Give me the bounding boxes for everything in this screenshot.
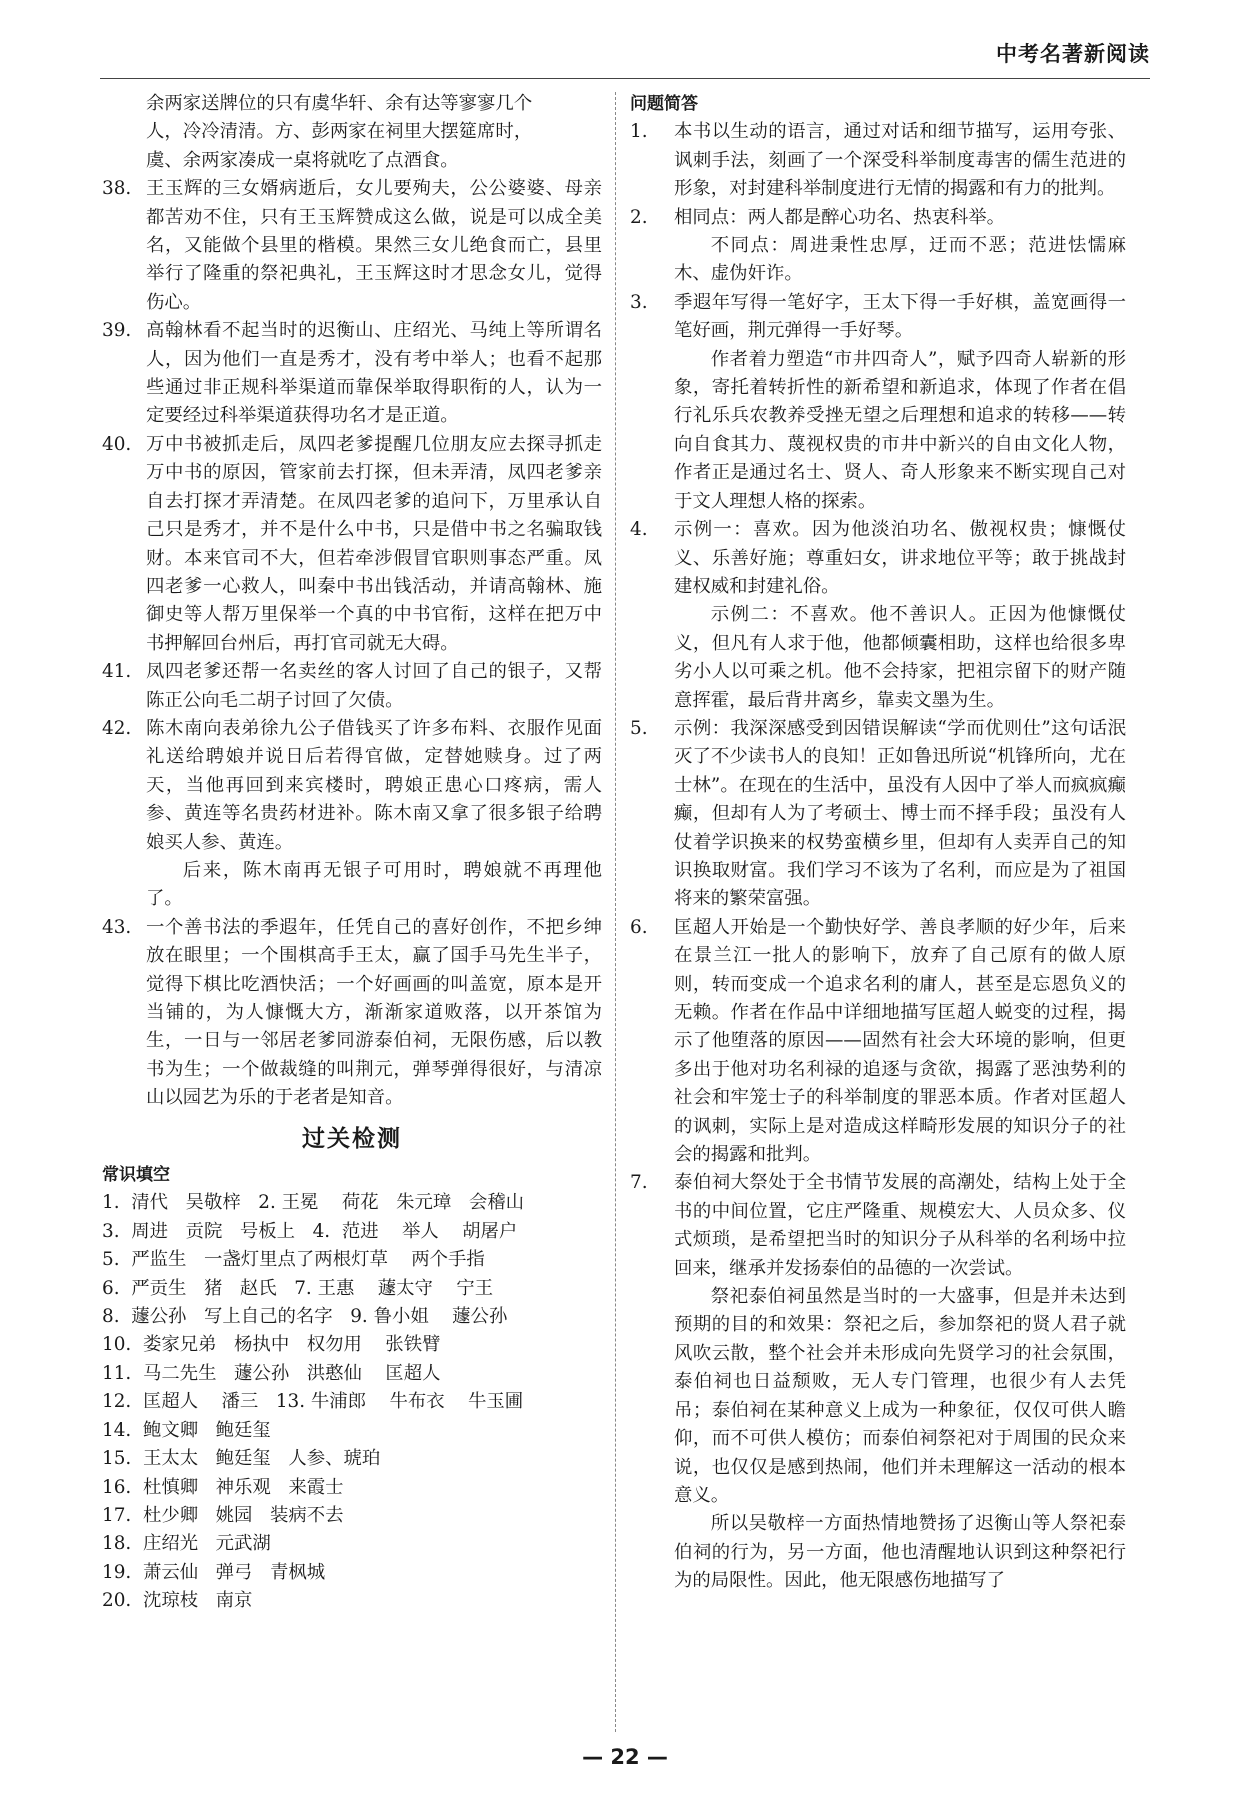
fill-answer-line: 15. 王太太 鲍廷玺 人参、琥珀 xyxy=(102,1448,381,1470)
subsection-heading: 问题简答 xyxy=(630,94,698,114)
fill-answer-line: 16. 杜慎卿 神乐观 来霞士 xyxy=(102,1476,344,1498)
item-text: 匡超人开始是一个勤快好学、善良孝顺的好少年，后来在景兰江一批人的影响下，放弃了自己原有的做人原则，转而变成一个追求名利的庸人，甚至是忘恩负义的无赖。作者在作品中详细地描写匡超人蜕变的过程，揭示了他堕落的原因——固然有社会大环境的影响，但更多出于他对功名利禄的追逐与贪欲，揭露了恶浊势利的社会和牢笼士子的科举制度的罪恶本质。作者对匡超人的讽刺，实际上是对造成这样畸形发展的知识分子的社会的揭露和批判。 xyxy=(674,916,1126,1166)
answer-3-paragraph: 作者着力塑造“市井四奇人”，赋予四奇人崭新的形象，寄托着转折性的新希望和新追求，体现了作者在倡行礼乐兵农教养受挫无望之后理想和追求的转移——转向自食其力、蔑视权贵的市井中新兴的自由文化人物，作者正是通过名士、贤人、奇人形象来不断实现自己对于文人理想人格的探索。 xyxy=(674,348,1126,512)
short-answer-5 xyxy=(630,715,1126,914)
item-number: 39. xyxy=(102,320,132,342)
short-answer-4 xyxy=(630,516,1126,601)
page-header xyxy=(100,34,1150,79)
item-number: 43. xyxy=(102,916,132,938)
answer-7-paragraph: 祭祀泰伯祠虽然是当时的一大盛事，但是并未达到预期的目的和效果：祭祀之后，参加祭祀的贤人君子就风吹云散，整个社会并未形成向先贤学习的社会氛围，泰伯祠也日益颓败，无人专门管理，也很少有人去凭吊；泰伯祠在某种意义上成为一种象征，仅仅可供人瞻仰，而不可供人模仿；而泰伯祠祭祀对于周围的民众来说，也仅仅是感到热闹，他们并未理解这一活动的根本意义。 xyxy=(674,1286,1126,1506)
item-text: 陈木南向表弟徐九公子借钱买了许多布料、衣服作见面礼送给聘娘并说日后若得官做，定替她赎身。过了两天，当他再回到来宾楼时，聘娘正患心口疼病，需人参、黄连等名贵药材进补。陈木南又拿了很多银子给聘娘买人参、黄连。 xyxy=(146,717,602,853)
answer-2-paragraph: 不同点：周进秉性忠厚，迂而不恶；范进怯懦麻木、虚伪奸诈。 xyxy=(674,235,1126,285)
answer-item-39 xyxy=(102,317,602,431)
page-number: — 22 — xyxy=(582,1745,668,1769)
answer-item-42 xyxy=(102,715,602,857)
fill-answer-line: 3. 周进 贡院 号板上 4. 范进 举人 胡屠户 xyxy=(102,1220,518,1242)
fill-answer-line: 17. 杜少卿 姚园 装病不去 xyxy=(102,1504,344,1526)
item-number: 5. xyxy=(630,717,648,739)
item-number: 2. xyxy=(630,206,648,228)
intro-line: 虞、余两家凑成一桌将就吃了点酒食。 xyxy=(146,149,459,171)
item-text: 万中书被抓走后，凤四老爹提醒几位朋友应去探寻抓走万中书的原因，管家前去打探，但未弄清，凤四老爹亲自去打探才弄清楚。在凤四老爹的追问下，万里承认自己只是秀才，并不是什么中书，只是借中书之名骗取钱财。本来官司不大，但若牵涉假冒官职则事态严重。凤四老爹一心救人，叫秦中书出钱活动，并请高翰林、施御史等人帮万里保举一个真的中书官衔，这样在把万中书押解回台州后，再打官司就无大碍。 xyxy=(146,433,602,654)
answer-item-40 xyxy=(102,431,602,658)
fill-answer-line: 11. 马二先生 蘧公孙 洪憨仙 匡超人 xyxy=(102,1362,441,1384)
intro-line: 人，冷冷清清。方、彭两家在祠里大摆筵席时， xyxy=(146,121,533,143)
right-column xyxy=(630,90,1126,1596)
short-answer-6 xyxy=(630,914,1126,1170)
book-title: 中考名著新阅读 xyxy=(996,42,1150,66)
subsection-heading: 常识填空 xyxy=(102,1165,170,1186)
answer-4-paragraph: 示例二：不喜欢。他不善识人。正因为他慷慨仗义，但凡有人求于他，他都倾囊相助，这样也给很多卑劣小人以可乘之机。他不会持家，把祖宗留下的财产随意挥霍，最后背井离乡，靠卖文墨为生。 xyxy=(674,604,1126,711)
item-text: 王玉辉的三女婿病逝后，女儿要殉夫，公公婆婆、母亲都苦劝不住，只有王玉辉赞成这么做，说是可以成全美名，又能做个县里的楷模。果然三女儿绝食而亡，县里举行了隆重的祭祀典礼，王玉辉这时才思念女儿，觉得伤心。 xyxy=(146,178,602,313)
item-number: 4. xyxy=(630,519,648,541)
fill-answer-line: 8. 蘧公孙 写上自己的名字 9. 鲁小姐 蘧公孙 xyxy=(102,1306,508,1328)
item-number: 1. xyxy=(630,121,648,143)
item-text: 示例：我深深感受到因错误解读“学而优则仕”这句话泯灭了不少读书人的良知！正如鲁迅所说“机锋所向，尤在士林”。在现在的生活中，虽没有人因中了举人而疯疯癫癫，但却有人为了考硕士、博士而不择手段；虽没有人仗着学识换来的权势蛮横乡里，但却有人卖弄自己的知识换取财富。我们学习不该为了名利，而应是为了祖国将来的繁荣富强。 xyxy=(674,717,1126,910)
fill-answer-line: 12. 匡超人 潘三 13. 牛浦郎 牛布衣 牛玉圃 xyxy=(102,1391,524,1413)
item-number: 42. xyxy=(102,717,132,739)
column-divider xyxy=(615,92,616,1732)
answer-7-paragraph: 所以吴敬梓一方面热情地赞扬了迟衡山等人祭祀泰伯祠的行为，另一方面，他也清醒地认识到这种祭祀行为的局限性。因此，他无限感伤地描写了 xyxy=(674,1513,1126,1592)
item-text: 凤四老爹还帮一名卖丝的客人讨回了自己的银子，又帮陈正公向毛二胡子讨回了欠债。 xyxy=(146,661,602,711)
item-number: 6. xyxy=(630,916,648,938)
short-answer-3 xyxy=(630,289,1126,346)
fill-answer-line: 20. 沈琼枝 南京 xyxy=(102,1590,253,1612)
section-title: 过关检测 xyxy=(302,1125,402,1152)
fill-answer-line: 5. 严监生 一盏灯里点了两根灯草 两个手指 xyxy=(102,1249,485,1271)
answer-item-41 xyxy=(102,658,602,715)
fill-answer-line: 18. 庄绍光 元武湖 xyxy=(102,1533,271,1555)
answer-item-43 xyxy=(102,914,602,1113)
fill-answer-line: 1. 清代 吴敬梓 2. 王冕 荷花 朱元璋 会稽山 xyxy=(102,1192,525,1214)
short-answer-7 xyxy=(630,1169,1126,1283)
short-answer-1 xyxy=(630,118,1126,203)
intro-line: 余两家送牌位的只有虞华轩、余有达等寥寥几个 xyxy=(146,93,533,114)
item-number: 40. xyxy=(102,433,132,455)
item-text: 一个善书法的季遐年，任凭自己的喜好创作，不把乡绅放在眼里；一个围棋高手王太，赢了国手马先生半子，觉得下棋比吃酒快活；一个好画画的叫盖宽，原本是开当铺的，为人慷慨大方，渐渐家道败落，以开茶馆为生，一日与一邻居老爹同游泰伯祠，无限伤感，后以教书为生；一个做裁缝的叫荆元，弹琴弹得很好，与清凉山以园艺为乐的于老者是知音。 xyxy=(146,916,602,1109)
item-number: 7. xyxy=(630,1172,648,1194)
item-text: 高翰林看不起当时的迟衡山、庄绍光、马纯上等所谓名人，因为他们一直是秀才，没有考中举人；也看不起那些通过非正规科举渠道而靠保举取得职衔的人，认为一定要经过科举渠道获得功名才是正道。 xyxy=(146,320,602,427)
item-number: 3. xyxy=(630,291,648,313)
fill-answer-line: 6. 严贡生 猪 赵氏 7. 王惠 蘧太守 宁王 xyxy=(102,1277,494,1299)
item-text: 本书以生动的语言，通过对话和细节描写，运用夸张、讽刺手法，刻画了一个深受科举制度毒害的儒生范进的形象，对封建科举制度进行无情的揭露和有力的批判。 xyxy=(674,121,1126,200)
fill-answer-line: 19. 萧云仙 弹弓 青枫城 xyxy=(102,1561,326,1583)
fill-answer-line: 10. 娄家兄弟 杨执中 权勿用 张铁臂 xyxy=(102,1334,441,1356)
item-number: 41. xyxy=(102,661,132,683)
item-text: 示例一：喜欢。因为他淡泊功名、傲视权贵；慷慨仗义、乐善好施；尊重妇女，讲求地位平等；敢于挑战封建权威和封建礼俗。 xyxy=(674,519,1126,597)
item-42-paragraph: 后来，陈木南再无银子可用时，聘娘就不再理他了。 xyxy=(146,859,602,910)
answer-item-38 xyxy=(102,175,602,317)
item-text: 相同点：两人都是醉心功名、热衷科举。 xyxy=(674,206,1006,228)
item-text: 泰伯祠大祭处于全书情节发展的高潮处，结构上处于全书的中间位置，它庄严隆重、规模宏大、人员众多、仪式烦琐，是希望把当时的知识分子从科举的名利场中拉回来，继承并发扬泰伯的品德的一次尝试。 xyxy=(674,1172,1126,1279)
item-text: 季遐年写得一笔好字，王太下得一手好棋，盖宽画得一笔好画，荆元弹得一手好琴。 xyxy=(674,291,1126,342)
left-column xyxy=(102,90,602,1616)
short-answer-2 xyxy=(630,204,1126,232)
item-number: 38. xyxy=(102,178,132,200)
fill-answer-line: 14. 鲍文卿 鲍廷玺 xyxy=(102,1419,271,1441)
